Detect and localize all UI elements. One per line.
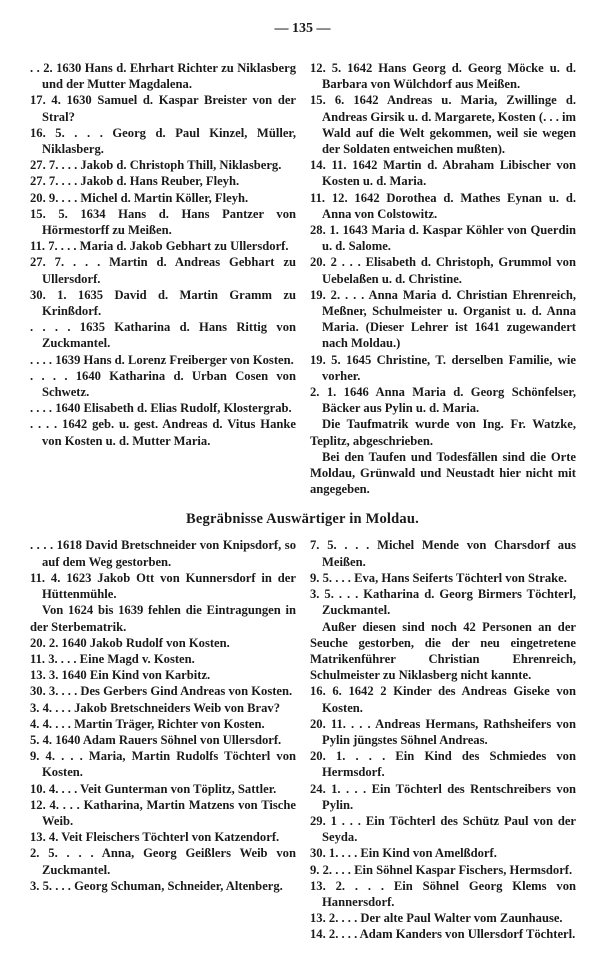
register-entry: . . . . 1640 Elisabeth d. Elias Rudolf, Klostergrab.	[30, 401, 292, 416]
register-entry: 19. 2. . . . Anna Maria d. Christian Ehrenreich, Meßner, Schulmeister u. Organist u. d. Anna Maria. (Dieser Lehrer ist 1641 zugewandert nach Moldau.)	[310, 287, 576, 351]
register-entry: 13. 2. . . . Ein Söhnel Georg Klems von Hannersdorf.	[310, 878, 576, 909]
register-entry: 9. 4. . . . Maria, Martin Rudolfs Töchterl von Kosten.	[30, 749, 296, 780]
register-entry: . . . . 1635 Katharina d. Hans Rittig von Zuckmantel.	[30, 320, 296, 351]
register-entry: 20. 9. . . . Michel d. Martin Köller, Fleyh.	[30, 190, 249, 205]
register-entry: 17. 4. 1630 Samuel d. Kaspar Breister von der Stral?	[30, 93, 296, 124]
page-number: — 135 —	[274, 21, 331, 36]
register-entry: 11. 3. . . . Eine Magd v. Kosten.	[30, 651, 195, 666]
register-entry: 19. 5. 1645 Christine, T. derselben Familie, wie vorher.	[310, 352, 576, 383]
register-entry: 11. 12. 1642 Dorothea d. Mathes Eynan u. d. Anna von Colstowitz.	[310, 190, 576, 221]
register-entry: 4. 4. . . . Martin Träger, Richter von Kosten.	[30, 716, 265, 731]
register-entry: 3. 5. . . . Katharina d. Georg Birmers Töchterl, Zuckmantel.	[310, 587, 576, 618]
burials-section	[30, 537, 575, 942]
note-paragraph: Die Taufmatrik wurde von Ing. Fr. Watzke, Teplitz, abgeschrieben.	[310, 417, 576, 448]
burials-left-column	[30, 537, 296, 893]
register-entry: 3. 4. . . . Jakob Bretschneiders Weib von Brav?	[30, 700, 281, 715]
baptisms-right-column	[310, 60, 576, 497]
register-entry: 12. 5. 1642 Hans Georg d. Georg Möcke u. d. Barbara von Wülchdorf aus Meißen.	[310, 61, 576, 92]
register-entry: 14. 2. . . . Adam Kanders von Ullersdorf Töchterl.	[310, 927, 576, 942]
register-entry: 13. 4. Veit Fleischers Töchterl von Katzendorf.	[30, 830, 280, 845]
register-entry: 27. 7. . . . Martin d. Andreas Gebhart zu Ullersdorf.	[30, 255, 296, 286]
register-entry: 2. 1. 1646 Anna Maria d. Georg Schönfelser, Bäcker aus Pylin u. d. Maria.	[310, 385, 576, 416]
register-entry: 30. 1. . . . Ein Kind von Amelßdorf.	[310, 846, 497, 861]
register-entry: 27. 7. . . . Jakob d. Christoph Thill, Niklasberg.	[30, 158, 282, 173]
register-entry: 29. 1 . . . Ein Töchterl des Schütz Paul von der Seyda.	[310, 813, 576, 845]
register-entry: 3. 5. . . . Georg Schuman, Schneider, Altenberg.	[30, 878, 283, 893]
register-entry: 28. 1. 1643 Maria d. Kaspar Köhler von Querdin u. d. Salome.	[310, 223, 576, 254]
register-entry: 15. 6. 1642 Andreas u. Maria, Zwillinge d. Andreas Girsik u. d. Margarete, Kosten (. . . im Wald auf die Welt gekommen, weil sie wegen der Soldaten entweichen mußten).	[310, 93, 576, 157]
register-entry: 14. 11. 1642 Martin d. Abraham Libischer von Kosten u. d. Maria.	[310, 158, 576, 189]
register-entry: . . . . 1642 geb. u. gest. Andreas d. Vitus Hanke von Kosten u. d. Mutter Maria.	[30, 417, 296, 448]
register-entry: 12. 4. . . . Katharina, Martin Matzens von Tische Weib.	[30, 797, 296, 828]
note-paragraph: Außer diesen sind noch 42 Personen an der Seuche gestorben, die der neu eingetretene Matrikenführer Christian Ehrenreich, Schulmeister zu Niklasberg nicht kannte.	[310, 619, 576, 683]
register-entry: 9. 5. . . . Eva, Hans Seiferts Töchterl von Strake.	[310, 570, 567, 585]
register-entry: 2. 5. . . . Anna, Georg Geißlers Weib von Zuckmantel.	[30, 846, 296, 877]
register-entry: . . . . 1640 Katharina d. Urban Cosen von Schwetz.	[30, 368, 296, 400]
register-entry: 20. 11. . . . Andreas Hermans, Rathsheifers von Pylin jüngstes Söhnel Andreas.	[310, 716, 576, 747]
baptisms-section	[30, 60, 575, 497]
register-entry: 13. 2. . . . Der alte Paul Walter vom Zaunhause.	[310, 911, 563, 926]
note-paragraph: Bei den Taufen und Todesfällen sind die Orte Moldau, Grünwald und Neustadt hier nicht mit angegeben.	[310, 449, 576, 497]
register-entry: 15. 5. 1634 Hans d. Hans Pantzer von Hörmestorff zu Meißen.	[30, 206, 296, 238]
register-entry: 27. 7. . . . Jakob d. Hans Reuber, Fleyh.	[30, 174, 240, 189]
burials-right-column	[310, 537, 576, 942]
register-entry: . . . . 1618 David Bretschneider von Knipsdorf, so auf dem Weg gestorben.	[30, 538, 296, 569]
baptisms-left-column	[30, 60, 296, 449]
register-entry: 7. 5. . . . Michel Mende von Charsdorf aus Meißen.	[310, 538, 576, 569]
register-entry: 16. 5. . . . Georg d. Paul Kinzel, Müller, Niklasberg.	[30, 125, 296, 157]
section-heading: Begräbnisse Auswärtiger in Moldau.	[186, 511, 419, 528]
register-entry: 30. 1. 1635 David d. Martin Gramm zu Krinßdorf.	[30, 287, 296, 319]
register-entry: 20. 1. . . . Ein Kind des Schmiedes von Hermsdorf.	[310, 749, 576, 780]
register-entry: 16. 6. 1642 2 Kinder des Andreas Giseke von Kosten.	[310, 684, 576, 715]
register-entry: 11. 7. . . . Maria d. Jakob Gebhart zu Ullersdorf.	[30, 239, 289, 254]
register-entry: 10. 4. . . . Veit Gunterman von Töplitz, Sattler.	[30, 781, 277, 796]
register-entry: 30. 3. . . . Des Gerbers Gind Andreas von Kosten.	[30, 684, 293, 699]
register-entry: . . 2. 1630 Hans d. Ehrhart Richter zu Niklasberg und der Mutter Magdalena.	[30, 61, 296, 92]
register-entry: 5. 4. 1640 Adam Rauers Söhnel von Ullersdorf.	[30, 732, 282, 747]
register-entry: 20. 2 . . . Elisabeth d. Christoph, Grummol von Uebelaßen u. d. Christine.	[310, 255, 576, 286]
register-entry: 24. 1. . . . Ein Töchterl des Rentschreibers von Pylin.	[310, 781, 576, 812]
register-entry: 11. 4. 1623 Jakob Ott von Kunnersdorf in der Hüttenmühle.	[30, 570, 296, 602]
register-entry: 20. 2. 1640 Jakob Rudolf von Kosten.	[30, 635, 230, 650]
register-entry: 13. 3. 1640 Ein Kind von Karbitz.	[30, 668, 211, 683]
register-entry: 9. 2. . . . Ein Söhnel Kaspar Fischers, Hermsdorf.	[310, 862, 573, 877]
register-entry: . . . . 1639 Hans d. Lorenz Freiberger von Kosten.	[30, 352, 294, 367]
note-paragraph: Von 1624 bis 1639 fehlen die Eintragungen in der Sterbematrik.	[30, 603, 296, 634]
